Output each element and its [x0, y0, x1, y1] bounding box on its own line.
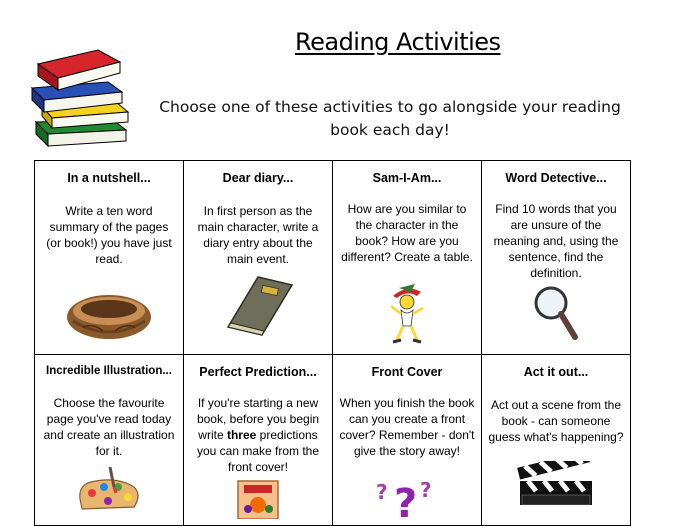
book-stack-icon [28, 42, 133, 157]
activity-description: When you finish the book can you create a front cover? Remember - don't give the story away! [339, 396, 475, 458]
activity-cell-prediction [184, 355, 333, 526]
svg-text:?: ? [394, 481, 418, 517]
activity-cell-nutshell [35, 161, 184, 355]
activity-description: In first person as the main character, write a diary entry about the main event. [197, 204, 319, 266]
activity-cell-front-cover [333, 355, 482, 526]
activity-description: Act out a scene from the book - can someone guess what's happening? [488, 398, 624, 444]
activity-title: Dear diary... [222, 171, 294, 185]
description-emphasis: three [226, 428, 257, 442]
activity-title: Incredible Illustration... [46, 365, 172, 377]
activity-cell-illustration [35, 355, 184, 526]
magnifying-glass-icon [482, 283, 630, 343]
diary-book-icon [184, 273, 332, 337]
question-marks-icon [333, 477, 481, 517]
walnut-shell-icon [35, 285, 183, 343]
description-text: predictions you can make from the front cover! [196, 428, 320, 474]
activity-cell-diary [184, 161, 333, 355]
paint-palette-icon [35, 465, 183, 515]
activity-title: Act it out... [523, 365, 589, 379]
activity-description: How are you similar to the character in the book? How are you different? Create a table. [341, 202, 473, 264]
activity-title: Sam-I-Am... [372, 171, 442, 185]
activity-cell-act-it-out [482, 355, 631, 526]
book-cover-icon [184, 479, 332, 519]
page-subtitle: Choose one of these activities to go alongside your reading book each day! [159, 98, 621, 139]
activity-title: In a nutshell... [67, 171, 151, 185]
activity-description: Write a ten word summary of the pages (or book!) you have just read. [46, 204, 172, 266]
clapperboard-icon [482, 461, 630, 505]
cartoon-character-icon [333, 282, 481, 344]
activity-title: Word Detective... [505, 171, 607, 185]
svg-text:?: ? [420, 478, 432, 502]
activity-description: Choose the favourite page you've read today and create an illustration for it. [43, 396, 175, 458]
activity-title: Front Cover [371, 365, 443, 379]
svg-text:?: ? [376, 480, 388, 504]
description-text: If you're starting a new book, before you begin write [196, 396, 320, 442]
page-title: Reading Activities [295, 28, 501, 56]
activity-title: Perfect Prediction... [199, 365, 317, 379]
activity-cell-word-detective [482, 161, 631, 355]
activity-description [190, 395, 326, 475]
activity-cell-sam-i-am [333, 161, 482, 355]
activity-description: Find 10 words that you are unsure of the meaning and, using the sentence, find the definition. [493, 202, 619, 280]
activities-grid [34, 160, 631, 526]
